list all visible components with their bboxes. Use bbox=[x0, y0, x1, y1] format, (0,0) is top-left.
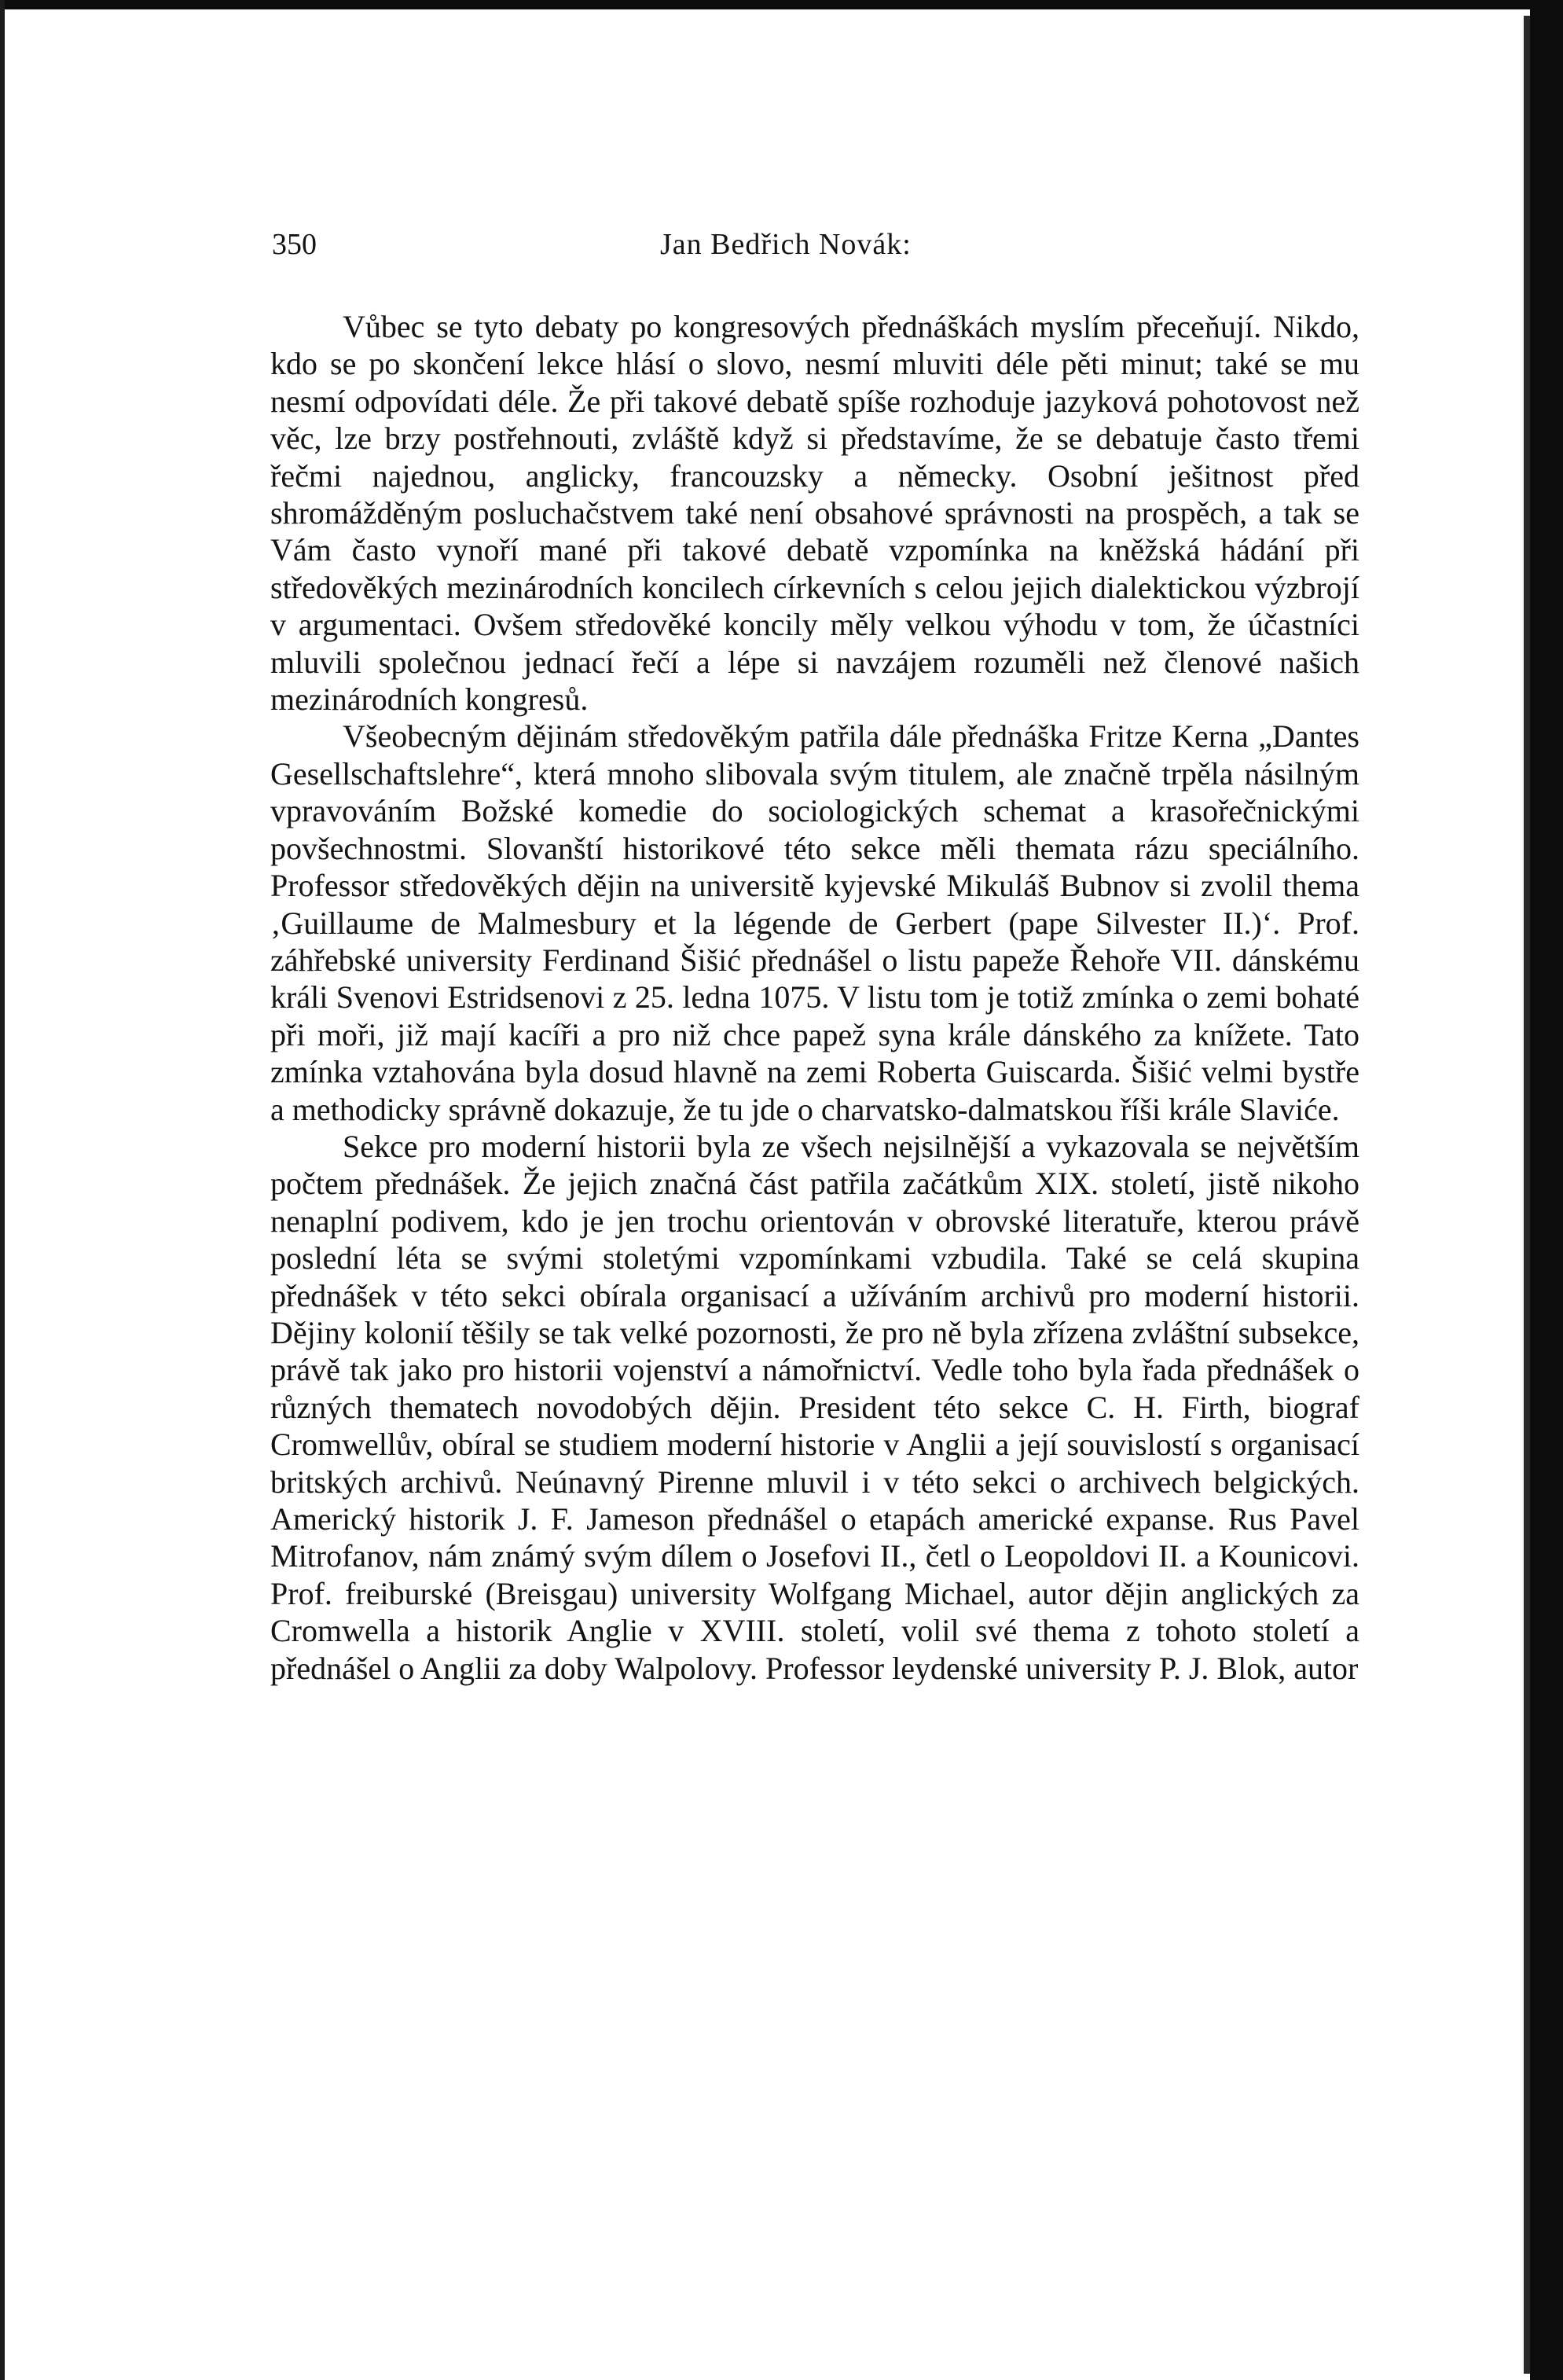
scan-border-right bbox=[1530, 0, 1563, 2380]
paragraph-medieval-history: Všeobecným dějinám středověkým patřila dále přednáška Fritze Kerna „Dantes Gesellschaftslehre“, která mnoho slibovala svým titulem, ale značně trpěla násilným vpravováním Božské komedie do sociologických schemat a krasořečnickými povšechnostmi. Slovanští historikové této sekce měli themata rázu speciálního. Professor středověkých dějin na universitě kyjevské Mikuláš Bubnov si zvolil thema ‚Guillaume de Malmesbury et la légende de Gerbert (pape Silvester II.)‘. Prof. záhřebské university Ferdinand Šišić přednášel o listu papeže Řehoře VII. dánskému králi Svenovi Estridsenovi z 25. ledna 1075. V listu tom je totiž zmínka o zemi bohaté při moři, již mají kacíři a pro niž chce papež syna krále dánského za knížete. Tato zmínka vztahována byla dosud hlavně na zemi Roberta Guiscarda. Šišić velmi bystře a methodicky správně dokazuje, že tu jde o charvatsko-dalmatskou říši krále Slaviće. bbox=[270, 718, 1359, 1127]
paragraph-modern-history: Sekce pro moderní historii byla ze všech nejsilnější a vykazovala se největším počtem přednášek. Že jejich značná část patřila začátkům XIX. století, jistě nikoho nenaplní podivem, kdo je jen trochu orientován v obrovské literatuře, kterou právě poslední léta se svými stoletými vzpomínkami vzbudila. Také se celá skupina přednášek v této sekci obírala organisací a užíváním archivů pro moderní historii. Dějiny kolonií těšily se tak velké pozornosti, že pro ně byla zřízena zvláštní subsekce, právě tak jako pro historii vojenství a námořnictví. Vedle toho byla řada přednášek o různých thematech novodobých dějin. President této sekce C. H. Firth, biograf Cromwellův, obíral se studiem moderní historie v Anglii a její souvislostí s organisací britských archivů. Neúnavný Pirenne mluvil i v této sekci o archivech belgických. Americký historik J. F. Jameson přednášel o etapách americké expanse. Rus Pavel Mitrofanov, nám známý svým dílem o Josefovi II., četl o Leopoldovi II. a Kounicovi. Prof. freiburské (Breisgau) university Wolfgang Michael, autor dějin anglických za Cromwella a historik Anglie v XVIII. století, volil své thema z tohoto století a přednášel o Anglii za doby Walpolovy. Professor leydenské university P. J. Blok, autor bbox=[270, 1128, 1359, 1686]
running-title: Jan Bedřich Novák: bbox=[660, 228, 912, 261]
running-head bbox=[272, 225, 1372, 264]
page-number: 350 bbox=[272, 228, 317, 261]
body-text bbox=[270, 308, 1359, 1687]
paragraph-debates: Vůbec se tyto debaty po kongresových přednáškách myslím přeceňují. Nikdo, kdo se po skončení lekce hlásí o slovo, nesmí mluviti déle pěti minut; také se mu nesmí odpovídati déle. Že při takové debatě spíše rozhoduje jazyková pohotovost než věc, lze brzy postřehnouti, zvláště když si představíme, že se debatuje často třemi řečmi najednou, anglicky, francouzsky a německy. Osobní ješitnost před shromážděným posluchačstvem také není obsahové správnosti na prospěch, a tak se Vám často vynoří mané při takové debatě vzpomínka na kněžská hádání při středověkých mezinárodních koncilech církevních s celou jejich dialektickou výzbrojí v argumentaci. Ovšem středověké koncily měly velkou výhodu v tom, že účastníci mluvili společnou jednací řečí a lépe si navzájem rozuměli než členové našich mezinárodních kongresů. bbox=[270, 309, 1359, 718]
scan-border-right-inner bbox=[1524, 16, 1530, 2374]
